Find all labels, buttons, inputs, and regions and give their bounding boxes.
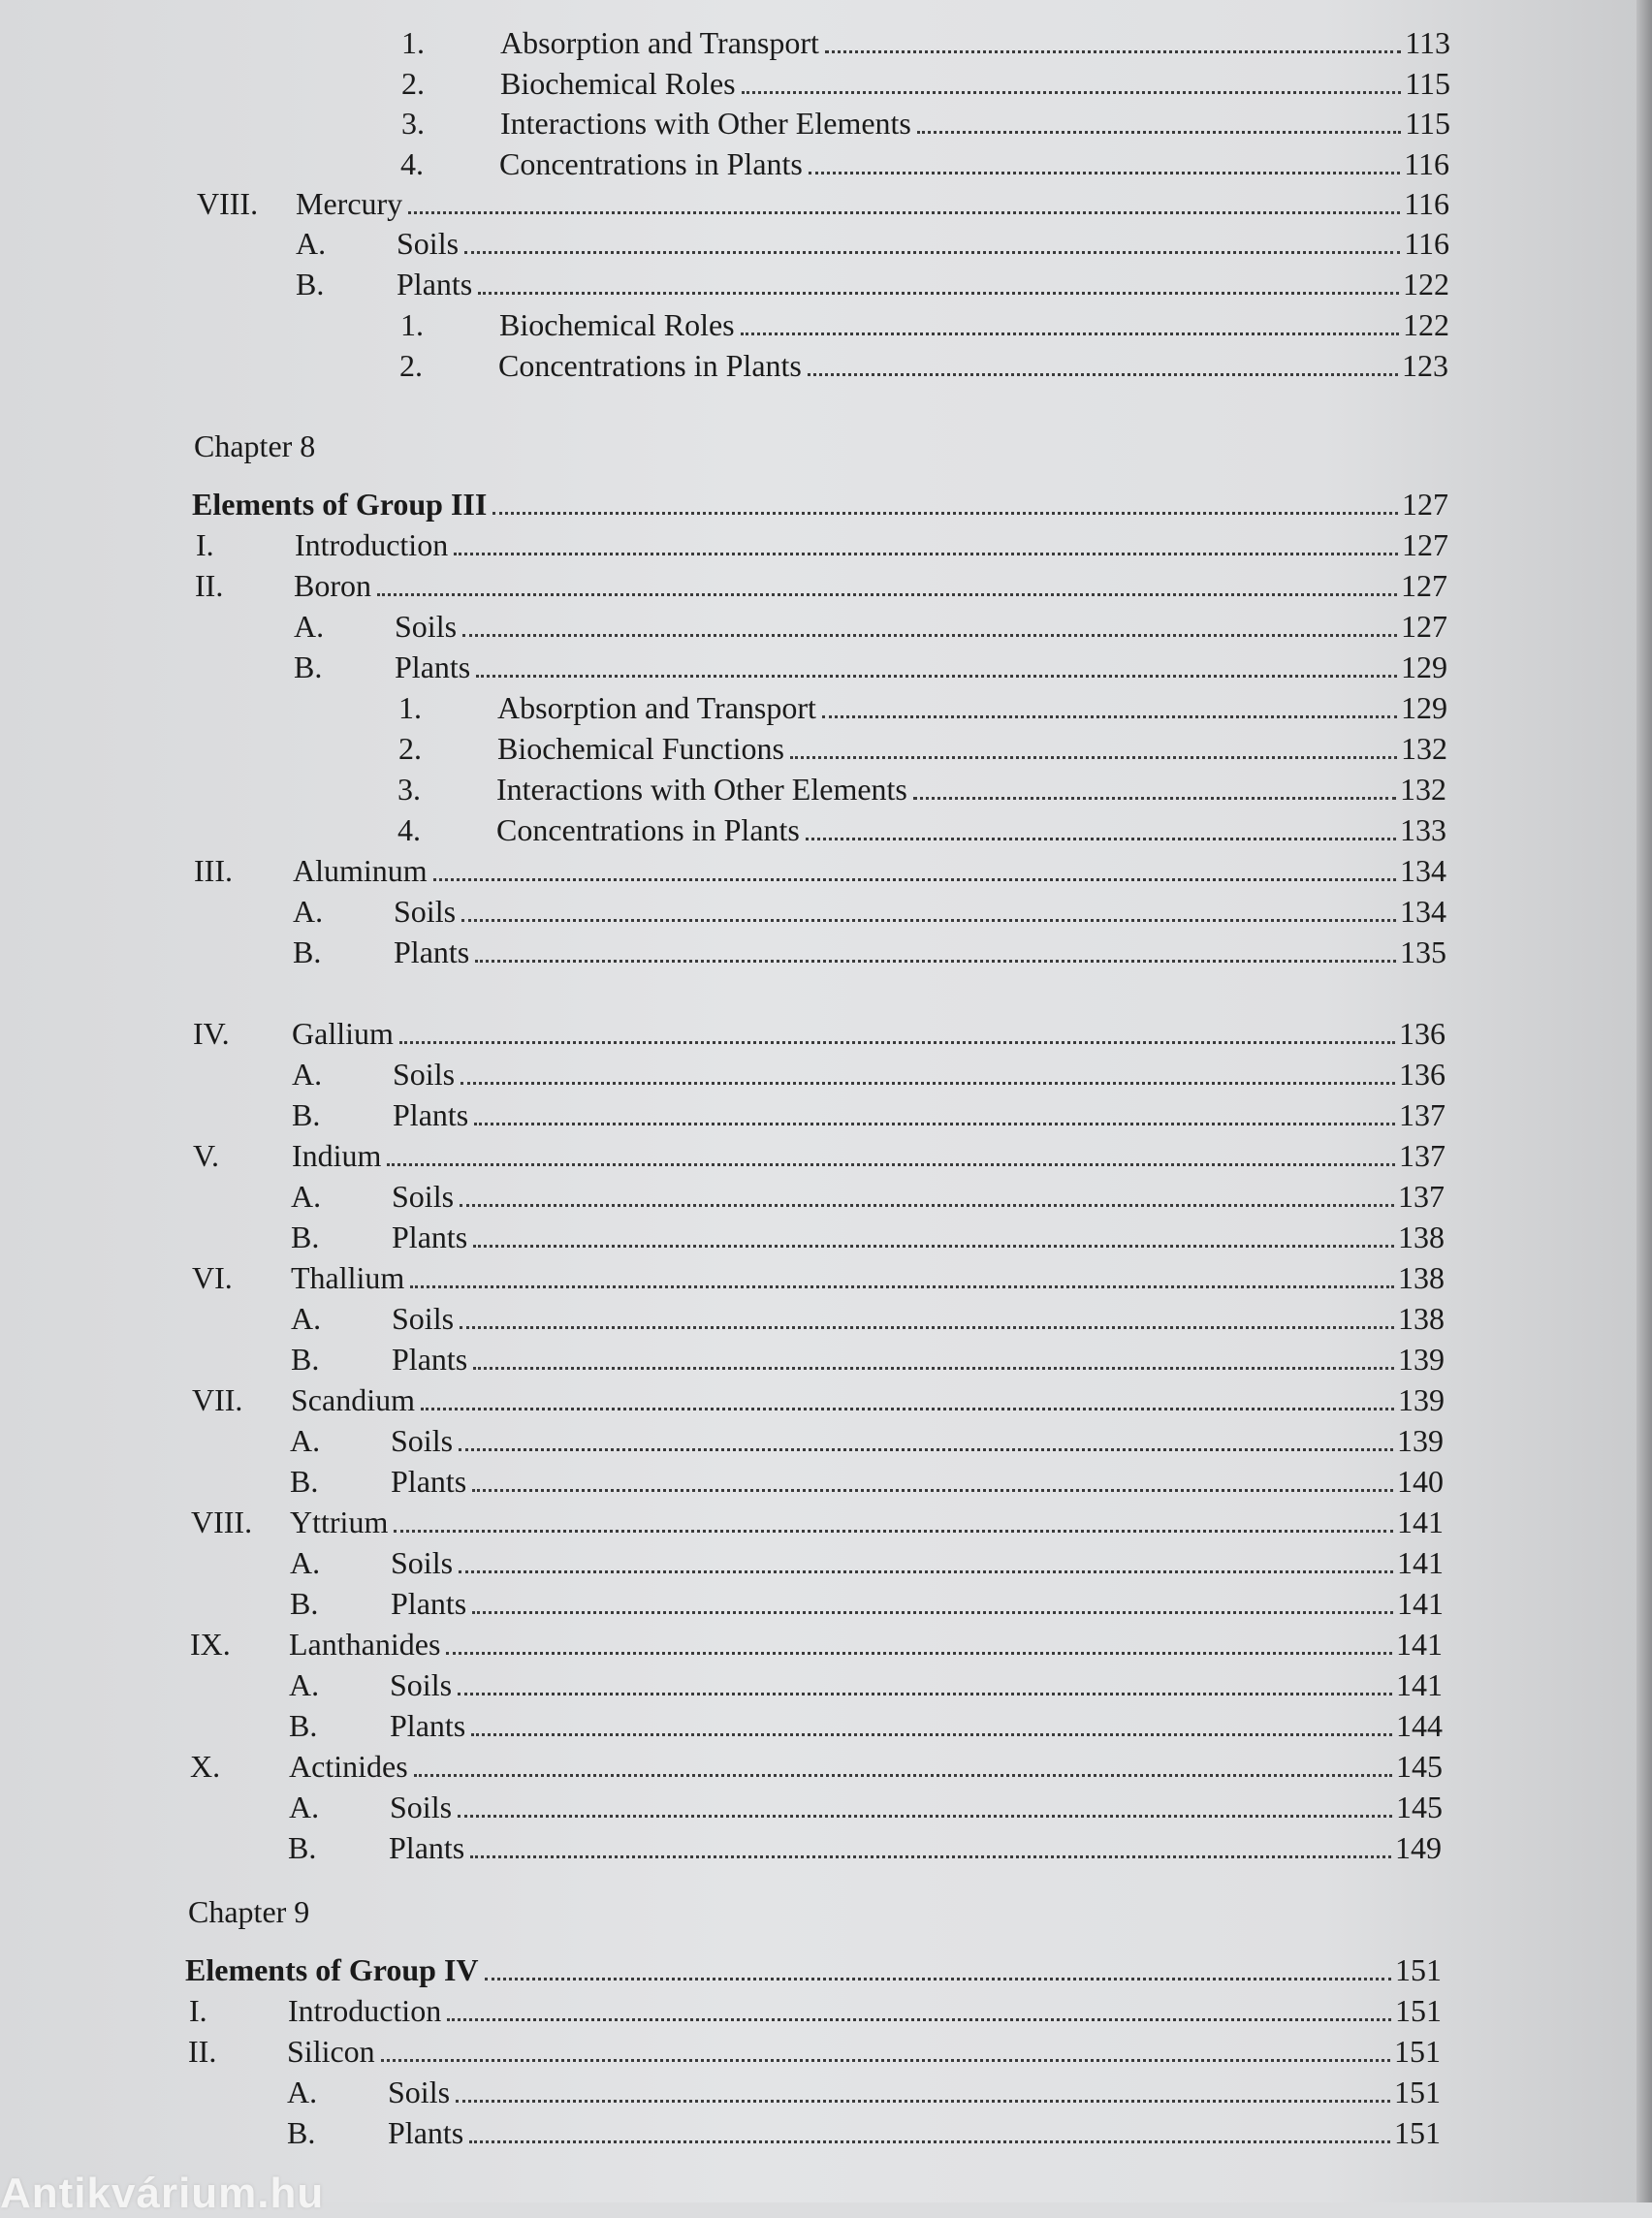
dot-leader bbox=[459, 1447, 1393, 1451]
toc-entry bbox=[289, 1706, 1443, 1745]
dot-leader bbox=[458, 1814, 1392, 1818]
toc-entry-title: Actinides bbox=[289, 1749, 408, 1784]
toc-entry-number: A. bbox=[291, 1179, 322, 1214]
toc-entry-number: A. bbox=[293, 894, 324, 929]
toc-entry-title: Soils bbox=[391, 1545, 454, 1580]
dot-leader bbox=[447, 2017, 1391, 2021]
toc-entry-title: Yttrium bbox=[290, 1505, 389, 1539]
toc-entry bbox=[294, 648, 1447, 686]
toc-entry-number: B. bbox=[287, 2115, 316, 2150]
dot-leader bbox=[485, 1977, 1391, 1980]
toc-entry bbox=[188, 2032, 1441, 2071]
toc-entry-page: 115 bbox=[1405, 106, 1450, 141]
toc-entry-number: 2. bbox=[398, 731, 422, 766]
toc-entry-page: 127 bbox=[1401, 568, 1447, 603]
toc-entry-number: B. bbox=[291, 1342, 320, 1377]
toc-entry-number: VIII. bbox=[197, 186, 259, 221]
toc-entry-page: 135 bbox=[1400, 935, 1446, 969]
toc-entry-title: Soils bbox=[393, 1057, 456, 1092]
dot-leader bbox=[475, 959, 1396, 963]
chapter-heading: Chapter 9 bbox=[188, 1894, 310, 1929]
toc-entry-number: 2. bbox=[399, 348, 423, 383]
dot-leader bbox=[790, 755, 1397, 759]
toc-entry-title: Silicon bbox=[287, 2034, 375, 2069]
toc-entry-number: A. bbox=[291, 1301, 322, 1336]
toc-entry bbox=[401, 23, 1450, 62]
toc-entry-title: Concentrations in Plants bbox=[499, 146, 803, 181]
toc-entry-number: II. bbox=[188, 2034, 217, 2069]
dot-leader bbox=[472, 1488, 1393, 1492]
toc-entry-number: III. bbox=[194, 853, 233, 888]
toc-entry bbox=[196, 525, 1448, 564]
toc-entry bbox=[290, 1421, 1444, 1460]
toc-entry-title: Concentrations in Plants bbox=[498, 348, 802, 383]
toc-entry-number: A. bbox=[287, 2075, 318, 2109]
toc-entry-page: 137 bbox=[1399, 1138, 1446, 1173]
toc-entry-number: I. bbox=[196, 527, 214, 562]
toc-entry-title: Plants bbox=[391, 1586, 467, 1621]
dot-leader bbox=[454, 552, 1398, 555]
toc-entry-page: 116 bbox=[1404, 146, 1449, 181]
toc-entry bbox=[190, 1747, 1443, 1786]
toc-entry-number: V. bbox=[193, 1138, 219, 1173]
toc-entry-page: 140 bbox=[1397, 1464, 1444, 1499]
toc-entry-number: II. bbox=[195, 568, 224, 603]
toc-entry-title: Soils bbox=[391, 1423, 454, 1458]
toc-entry-title: Interactions with Other Elements bbox=[500, 106, 911, 141]
toc-entry-title: Biochemical Roles bbox=[500, 66, 736, 101]
toc-entry-page: 137 bbox=[1398, 1179, 1445, 1214]
toc-entry bbox=[193, 1014, 1446, 1053]
dot-leader bbox=[460, 1203, 1394, 1207]
toc-entry-number: B. bbox=[290, 1586, 319, 1621]
toc-entry-number: A. bbox=[292, 1057, 323, 1092]
toc-entry-page: 145 bbox=[1396, 1749, 1443, 1784]
toc-entry bbox=[398, 688, 1447, 727]
toc-entry-number: B. bbox=[290, 1464, 319, 1499]
toc-entry-number: 3. bbox=[397, 772, 421, 807]
dot-leader bbox=[410, 1284, 1394, 1288]
dot-leader bbox=[381, 2058, 1390, 2062]
toc-entry-page: 116 bbox=[1404, 226, 1449, 261]
toc-entry-number: 1. bbox=[398, 690, 422, 725]
toc-entry-page: 141 bbox=[1397, 1505, 1444, 1539]
toc-entry-title: Soils bbox=[392, 1301, 455, 1336]
toc-entry-page: 127 bbox=[1401, 609, 1447, 644]
toc-entry-title: Concentrations in Plants bbox=[496, 812, 800, 847]
toc-entry-number: B. bbox=[288, 1830, 317, 1865]
toc-entry bbox=[398, 729, 1447, 768]
dot-leader bbox=[809, 171, 1400, 174]
toc-entry-title: Soils bbox=[395, 609, 458, 644]
toc-entry-number: VI. bbox=[192, 1260, 233, 1295]
toc-entry-page: 138 bbox=[1398, 1260, 1445, 1295]
toc-entry-page: 136 bbox=[1399, 1057, 1446, 1092]
toc-entry-page: 122 bbox=[1403, 307, 1449, 342]
dot-leader bbox=[469, 2139, 1390, 2143]
toc-entry-title: Introduction bbox=[288, 1993, 442, 2028]
toc-entry-page: 139 bbox=[1397, 1423, 1444, 1458]
dot-leader bbox=[459, 1569, 1393, 1573]
dot-leader bbox=[742, 90, 1402, 94]
dot-leader bbox=[913, 796, 1396, 800]
toc-entry-page: 134 bbox=[1400, 894, 1446, 929]
dot-leader bbox=[474, 1122, 1395, 1125]
dot-leader bbox=[492, 511, 1398, 515]
toc-entry bbox=[291, 1299, 1445, 1338]
toc-entry-page: 116 bbox=[1404, 186, 1449, 221]
toc-entry-number: X. bbox=[190, 1749, 221, 1784]
dot-leader bbox=[461, 918, 1396, 922]
toc-entry-title: Interactions with Other Elements bbox=[496, 772, 907, 807]
toc-entry bbox=[291, 1218, 1445, 1256]
toc-entry-page: 141 bbox=[1397, 1545, 1444, 1580]
toc-entry-number: 1. bbox=[400, 307, 424, 342]
toc-entry bbox=[401, 64, 1450, 103]
toc-entry-number: A. bbox=[289, 1790, 320, 1824]
toc-entry-title: Plants bbox=[389, 1830, 465, 1865]
toc-entry-page: 133 bbox=[1400, 812, 1446, 847]
toc-entry-page: 129 bbox=[1401, 690, 1447, 725]
toc-entry bbox=[293, 892, 1446, 931]
dot-leader bbox=[433, 877, 1396, 881]
dot-leader bbox=[458, 1692, 1392, 1695]
toc-entry-title: Plants bbox=[391, 1464, 467, 1499]
toc-entry-title: Thallium bbox=[291, 1260, 405, 1295]
toc-entry bbox=[287, 2073, 1441, 2111]
dot-leader bbox=[460, 1325, 1394, 1329]
toc-entry-page: 149 bbox=[1395, 1830, 1442, 1865]
toc-entry bbox=[193, 1136, 1446, 1175]
toc-entry-number: B. bbox=[293, 935, 322, 969]
toc-entry-page: 127 bbox=[1402, 527, 1448, 562]
dot-leader bbox=[387, 1162, 1395, 1166]
toc-entry-title: Absorption and Transport bbox=[500, 25, 819, 60]
dot-leader bbox=[473, 1366, 1394, 1370]
toc-entry-title: Plants bbox=[392, 1220, 468, 1254]
toc-entry-page: 151 bbox=[1394, 2075, 1441, 2109]
toc-entry bbox=[192, 1380, 1445, 1419]
toc-entry-page: 132 bbox=[1400, 772, 1446, 807]
watermark: Antikvárium.hu bbox=[0, 2170, 325, 2217]
toc-entry bbox=[401, 104, 1450, 143]
toc-entry-title: Boron bbox=[294, 568, 371, 603]
toc-entry-page: 123 bbox=[1402, 348, 1448, 383]
dot-leader bbox=[464, 250, 1400, 254]
toc-entry-title: Gallium bbox=[292, 1016, 394, 1051]
toc-entry bbox=[195, 566, 1447, 605]
toc-entry-page: 151 bbox=[1395, 1952, 1442, 1987]
toc-entry-title: Soils bbox=[397, 226, 460, 261]
toc-entry bbox=[296, 265, 1449, 303]
toc-entry-page: 151 bbox=[1394, 2034, 1441, 2069]
toc-entry-page: 139 bbox=[1398, 1342, 1445, 1377]
toc-entry-page: 113 bbox=[1405, 25, 1450, 60]
dot-leader bbox=[399, 1040, 1395, 1044]
toc-entry-page: 134 bbox=[1400, 853, 1446, 888]
dot-leader bbox=[806, 837, 1396, 840]
dot-leader bbox=[808, 372, 1398, 376]
toc-entry-title: Biochemical Functions bbox=[497, 731, 784, 766]
toc-entry bbox=[294, 607, 1447, 646]
toc-entry-number: 4. bbox=[400, 146, 424, 181]
toc-entry-number: 3. bbox=[401, 106, 425, 141]
dot-leader bbox=[461, 1081, 1395, 1085]
toc-entry-number: VIII. bbox=[191, 1505, 253, 1539]
toc-entry bbox=[292, 1055, 1446, 1093]
toc-entry-number: B. bbox=[289, 1708, 318, 1743]
toc-entry bbox=[290, 1543, 1444, 1582]
toc-entry-number: A. bbox=[296, 226, 327, 261]
toc-entry-number: 1. bbox=[401, 25, 425, 60]
dot-leader bbox=[822, 714, 1397, 718]
chapter-heading: Chapter 8 bbox=[194, 428, 316, 463]
toc-entry-title: Introduction bbox=[295, 527, 449, 562]
toc-entry bbox=[397, 770, 1446, 808]
dot-leader bbox=[825, 49, 1401, 53]
toc-entry-page: 136 bbox=[1399, 1016, 1446, 1051]
toc-entry-page: 141 bbox=[1396, 1667, 1443, 1702]
toc-entry bbox=[290, 1584, 1444, 1623]
toc-entry-number: I. bbox=[189, 1993, 207, 2028]
toc-entry-number: B. bbox=[292, 1097, 321, 1132]
toc-entry bbox=[296, 224, 1449, 263]
toc-entry-number: IV. bbox=[193, 1016, 230, 1051]
toc-entry-page: 139 bbox=[1398, 1382, 1445, 1417]
dot-leader bbox=[473, 1244, 1394, 1248]
toc-entry-title: Plants bbox=[390, 1708, 466, 1743]
toc-entry-title: Lanthanides bbox=[289, 1627, 441, 1662]
toc-entry-page: 115 bbox=[1405, 66, 1450, 101]
toc-entry-page: 138 bbox=[1398, 1301, 1445, 1336]
dot-leader bbox=[446, 1651, 1392, 1655]
toc-entry bbox=[290, 1462, 1444, 1501]
toc-entry-title: Indium bbox=[292, 1138, 382, 1173]
toc-entry-number: 2. bbox=[401, 66, 425, 101]
toc-entry-title: Soils bbox=[390, 1790, 453, 1824]
toc-entry-page: 138 bbox=[1398, 1220, 1445, 1254]
toc-entry bbox=[185, 1950, 1442, 1989]
dot-leader bbox=[741, 332, 1399, 335]
toc-entry-page: 151 bbox=[1395, 1993, 1442, 2028]
toc-entry-title: Elements of Group III bbox=[192, 487, 488, 522]
toc-entry-number: 4. bbox=[397, 812, 421, 847]
dot-leader bbox=[456, 2099, 1390, 2103]
toc-entry-page: 122 bbox=[1403, 267, 1449, 301]
toc-entry bbox=[397, 810, 1446, 849]
dot-leader bbox=[462, 633, 1397, 637]
toc-entry-title: Plants bbox=[397, 267, 473, 301]
toc-entry bbox=[288, 1828, 1442, 1867]
toc-entry-title: Soils bbox=[394, 894, 457, 929]
toc-entry-number: A. bbox=[294, 609, 325, 644]
dot-leader bbox=[394, 1529, 1393, 1533]
toc-entry-number: A. bbox=[290, 1423, 321, 1458]
dot-leader bbox=[471, 1732, 1392, 1736]
toc-entry-title: Plants bbox=[393, 1097, 469, 1132]
toc-entry-title: Plants bbox=[388, 2115, 464, 2150]
toc-entry-title: Soils bbox=[390, 1667, 453, 1702]
toc-entry-page: 141 bbox=[1397, 1586, 1444, 1621]
toc-entry-page: 151 bbox=[1394, 2115, 1441, 2150]
dot-leader bbox=[414, 1773, 1392, 1777]
toc-entry bbox=[192, 485, 1448, 523]
dot-leader bbox=[421, 1407, 1394, 1410]
toc-entry bbox=[192, 1258, 1445, 1297]
toc-entry-number: VII. bbox=[192, 1382, 243, 1417]
toc-entry bbox=[197, 184, 1449, 223]
toc-entry-title: Elements of Group IV bbox=[185, 1952, 479, 1987]
toc-entry bbox=[287, 2113, 1441, 2152]
toc-entry-title: Plants bbox=[395, 650, 471, 684]
toc-entry-page: 145 bbox=[1396, 1790, 1443, 1824]
toc-entry-page: 141 bbox=[1396, 1627, 1443, 1662]
toc-entry bbox=[291, 1340, 1445, 1378]
toc-entry-number: B. bbox=[291, 1220, 320, 1254]
dot-leader bbox=[377, 592, 1397, 596]
toc-entry-number: B. bbox=[294, 650, 323, 684]
toc-entry-number: B. bbox=[296, 267, 325, 301]
toc-entry bbox=[194, 851, 1446, 890]
toc-entry bbox=[289, 1788, 1443, 1826]
toc-entry-page: 137 bbox=[1399, 1097, 1446, 1132]
toc-entry-title: Biochemical Roles bbox=[499, 307, 735, 342]
toc-entry-title: Soils bbox=[388, 2075, 451, 2109]
toc-entry-page: 144 bbox=[1396, 1708, 1443, 1743]
toc-entry bbox=[289, 1665, 1443, 1704]
toc-entry bbox=[400, 305, 1449, 344]
toc-entry bbox=[190, 1625, 1443, 1664]
dot-leader bbox=[478, 291, 1399, 295]
toc-entry-title: Aluminum bbox=[293, 853, 428, 888]
toc-entry bbox=[399, 346, 1448, 385]
toc-entry bbox=[291, 1177, 1445, 1216]
toc-entry bbox=[292, 1095, 1446, 1134]
toc-entry-number: IX. bbox=[190, 1627, 231, 1662]
dot-leader bbox=[470, 1854, 1391, 1858]
toc-entry-page: 127 bbox=[1402, 487, 1448, 522]
toc-entry-title: Absorption and Transport bbox=[497, 690, 816, 725]
toc-entry bbox=[191, 1503, 1444, 1541]
toc-entry-number: A. bbox=[290, 1545, 321, 1580]
toc-entry-page: 129 bbox=[1401, 650, 1447, 684]
toc-entry-title: Plants bbox=[394, 935, 470, 969]
toc-entry-title: Plants bbox=[392, 1342, 468, 1377]
dot-leader bbox=[472, 1610, 1393, 1614]
toc-entry bbox=[189, 1991, 1442, 2030]
dot-leader bbox=[917, 130, 1401, 134]
toc-entry-title: Scandium bbox=[291, 1382, 415, 1417]
toc-entry-title: Soils bbox=[392, 1179, 455, 1214]
toc-entry bbox=[400, 144, 1449, 183]
toc-entry-page: 132 bbox=[1401, 731, 1447, 766]
toc-entry-title: Mercury bbox=[296, 186, 403, 221]
toc-entry bbox=[293, 933, 1446, 971]
dot-leader bbox=[476, 674, 1397, 678]
dot-leader bbox=[408, 210, 1400, 214]
toc-entry-number: A. bbox=[289, 1667, 320, 1702]
